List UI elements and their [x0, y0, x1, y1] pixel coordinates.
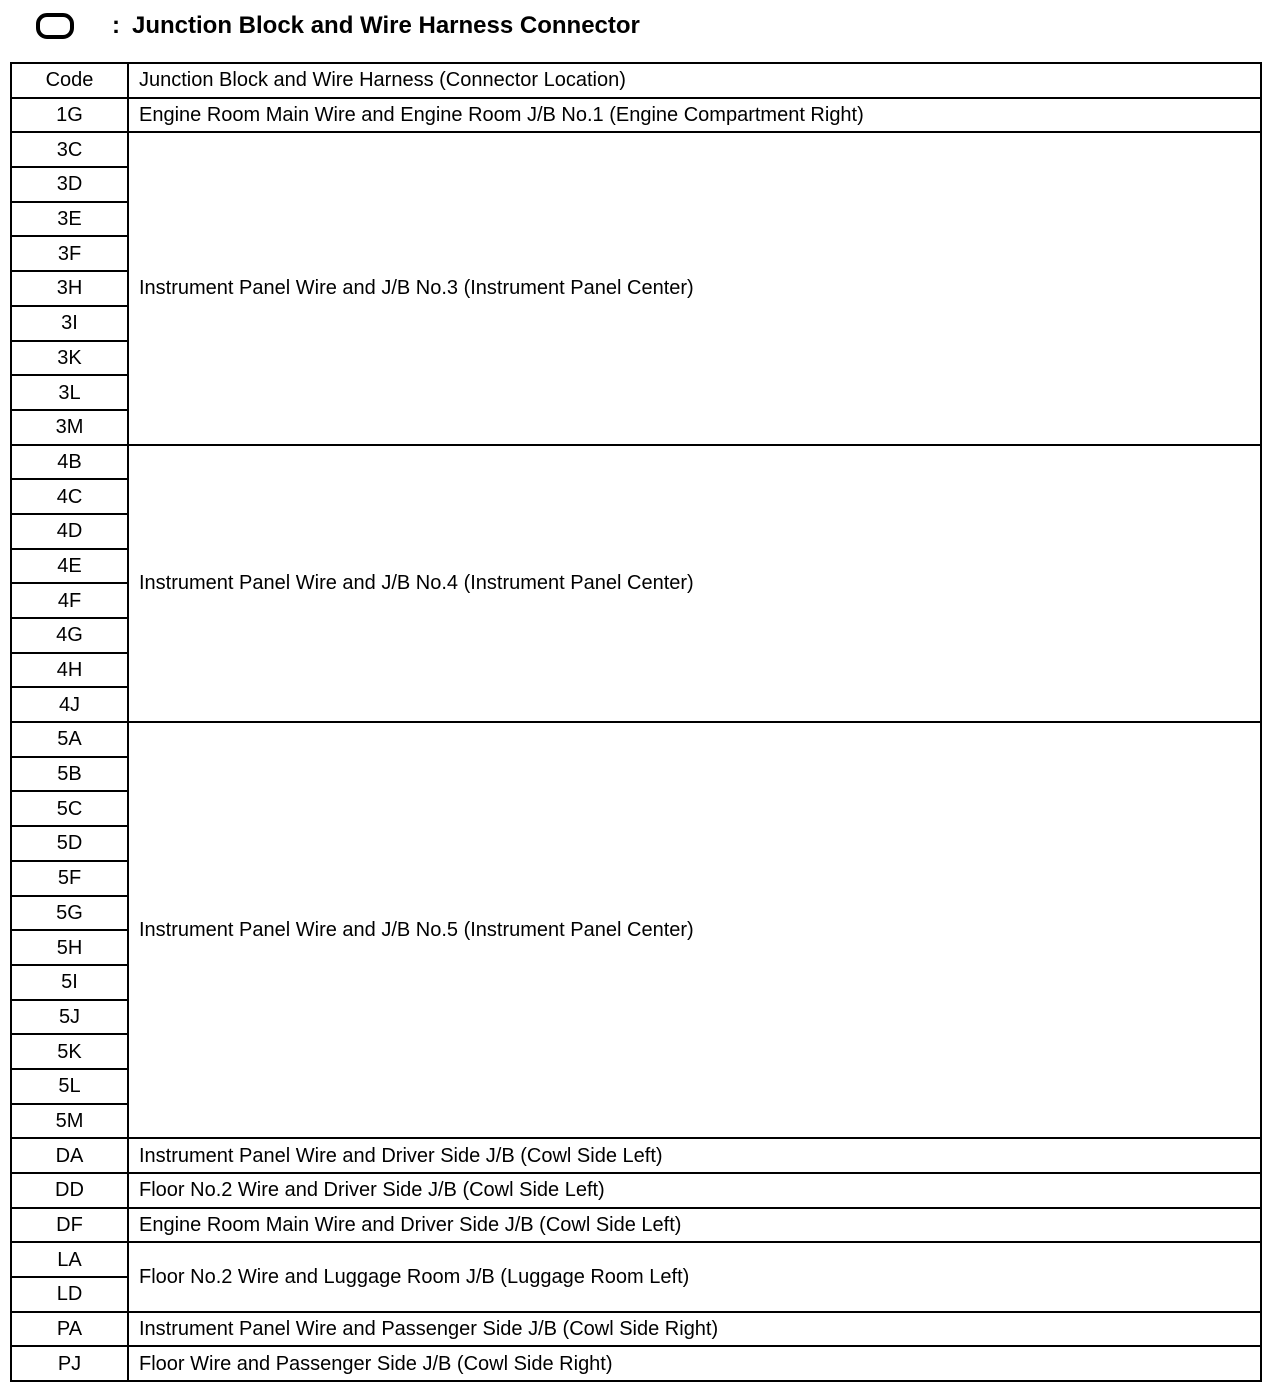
connector-description-cell: Floor No.2 Wire and Driver Side J/B (Cowl Side Left)	[128, 1173, 1261, 1208]
connector-code-cell: 4D	[11, 514, 128, 549]
connector-code-cell: 1G	[11, 98, 128, 133]
connector-description-cell: Engine Room Main Wire and Engine Room J/B No.1 (Engine Compartment Right)	[128, 98, 1261, 133]
table-row	[11, 1312, 1261, 1347]
connector-code-cell: 5D	[11, 826, 128, 861]
connector-description-cell: Floor No.2 Wire and Luggage Room J/B (Luggage Room Left)	[128, 1242, 1261, 1311]
page-header	[36, 8, 640, 44]
connector-code-cell: 4C	[11, 479, 128, 514]
connector-code-cell: PJ	[11, 1346, 128, 1381]
connector-code-cell: 5A	[11, 722, 128, 757]
connector-description-cell: Engine Room Main Wire and Driver Side J/B (Cowl Side Left)	[128, 1208, 1261, 1243]
connector-code-cell: 3D	[11, 167, 128, 202]
connector-code-cell: 5I	[11, 965, 128, 1000]
table-row	[11, 1138, 1261, 1173]
connector-description-cell: Floor Wire and Passenger Side J/B (Cowl Side Right)	[128, 1346, 1261, 1381]
connector-code-cell: DA	[11, 1138, 128, 1173]
connector-description-cell: Instrument Panel Wire and Driver Side J/B (Cowl Side Left)	[128, 1138, 1261, 1173]
connector-code-cell: 4F	[11, 583, 128, 618]
table-row	[11, 98, 1261, 133]
table-row	[11, 1208, 1261, 1243]
connector-code-cell: 4G	[11, 618, 128, 653]
table-row	[11, 1173, 1261, 1208]
connector-code-cell: 5G	[11, 896, 128, 931]
connector-code-cell: LA	[11, 1242, 128, 1277]
connector-code-cell: PA	[11, 1312, 128, 1347]
connector-description-cell: Instrument Panel Wire and J/B No.4 (Instrument Panel Center)	[128, 445, 1261, 723]
page-title: Junction Block and Wire Harness Connector	[132, 12, 640, 39]
table-row	[11, 445, 1261, 480]
connector-code-cell: 4B	[11, 445, 128, 480]
column-header-code: Code	[11, 63, 128, 98]
connector-code-cell: 5M	[11, 1104, 128, 1139]
connector-code-cell: 3K	[11, 341, 128, 376]
connector-description-cell: Instrument Panel Wire and J/B No.3 (Instrument Panel Center)	[128, 132, 1261, 444]
connector-code-cell: 5C	[11, 791, 128, 826]
connector-table	[10, 62, 1262, 1382]
connector-code-cell: 3I	[11, 306, 128, 341]
table-body	[11, 98, 1261, 1381]
connector-code-cell: DF	[11, 1208, 128, 1243]
connector-code-cell: DD	[11, 1173, 128, 1208]
connector-code-cell: 3L	[11, 375, 128, 410]
rounded-rectangle-icon	[36, 13, 74, 39]
table-row	[11, 1242, 1261, 1277]
connector-code-cell: 4E	[11, 549, 128, 584]
connector-code-cell: 4J	[11, 687, 128, 722]
connector-code-cell: 3E	[11, 202, 128, 237]
connector-code-cell: 5F	[11, 861, 128, 896]
table-row	[11, 132, 1261, 167]
table-row	[11, 1346, 1261, 1381]
connector-code-cell: 5B	[11, 757, 128, 792]
table-row	[11, 722, 1261, 757]
connector-description-cell: Instrument Panel Wire and Passenger Side J/B (Cowl Side Right)	[128, 1312, 1261, 1347]
connector-description-cell: Instrument Panel Wire and J/B No.5 (Instrument Panel Center)	[128, 722, 1261, 1138]
connector-code-cell: 5L	[11, 1069, 128, 1104]
connector-code-cell: 3H	[11, 271, 128, 306]
connector-code-cell: 5H	[11, 930, 128, 965]
header-colon: :	[112, 12, 120, 39]
connector-code-cell: 5K	[11, 1034, 128, 1069]
connector-code-cell: LD	[11, 1277, 128, 1312]
column-header-description: Junction Block and Wire Harness (Connector Location)	[128, 63, 1261, 98]
table-header-row	[11, 63, 1261, 98]
connector-code-cell: 3F	[11, 236, 128, 271]
connector-code-cell: 3C	[11, 132, 128, 167]
connector-code-cell: 5J	[11, 1000, 128, 1035]
connector-code-cell: 4H	[11, 653, 128, 688]
connector-code-cell: 3M	[11, 410, 128, 445]
